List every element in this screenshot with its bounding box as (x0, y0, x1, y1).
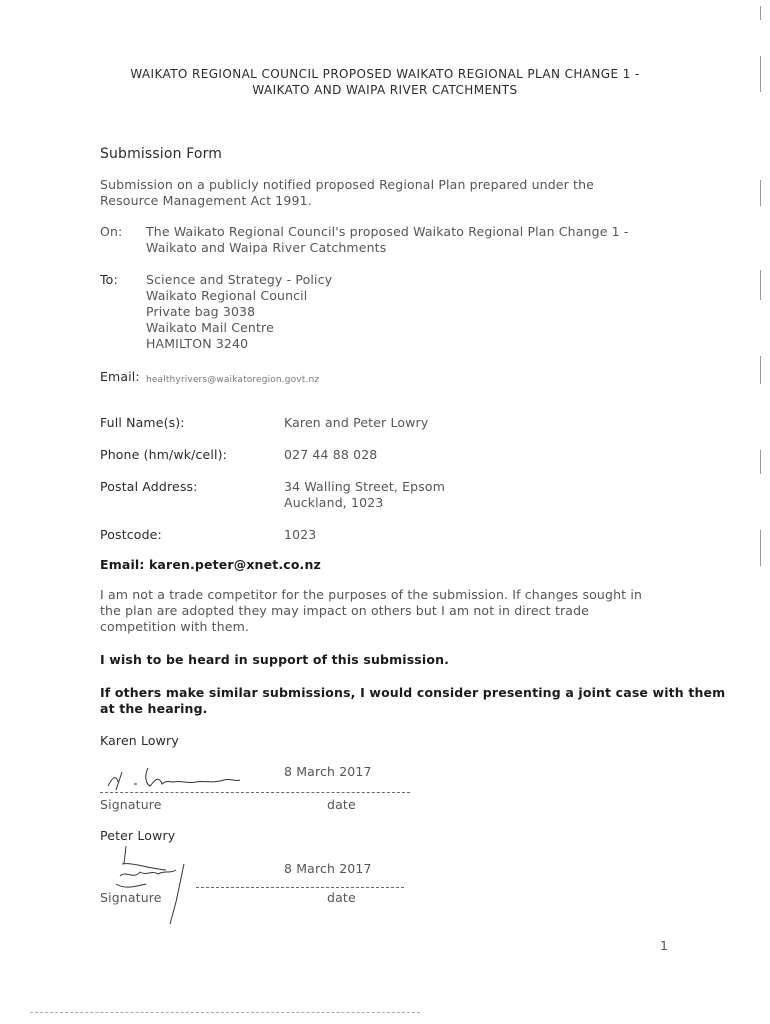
scan-bottom-edge (30, 1012, 420, 1013)
page-number: 1 (660, 938, 669, 953)
joint-case-line-1: If others make similar submissions, I would consider presenting a joint case with them (100, 685, 726, 700)
on-line-1: The Waikato Regional Council's proposed Waikato Regional Plan Change 1 - (146, 224, 629, 239)
to-line-4: Waikato Mail Centre (146, 320, 274, 335)
scan-edge-mark (760, 180, 761, 206)
person-1-date-label: date (327, 797, 356, 812)
person-2-signature-label: Signature (100, 890, 162, 905)
to-label: To: (100, 272, 118, 287)
signature-peter-scribble (106, 840, 216, 930)
trade-statement-line-3: competition with them. (100, 619, 250, 634)
person-2-name: Peter Lowry (100, 828, 176, 843)
phone-value: 027 44 88 028 (284, 447, 378, 462)
submitter-email: Email: karen.peter@xnet.co.nz (100, 557, 321, 572)
joint-case-line-2: at the hearing. (100, 701, 208, 716)
document-title-line-1: WAIKATO REGIONAL COUNCIL PROPOSED WAIKATO REGIONAL PLAN CHANGE 1 - (130, 67, 640, 81)
intro-line-1: Submission on a publicly notified proposed Regional Plan prepared under the (100, 177, 595, 192)
heard-statement: I wish to be heard in support of this submission. (100, 652, 450, 667)
person-2-date-label: date (327, 890, 356, 905)
person-1-date: 8 March 2017 (284, 764, 372, 779)
on-line-2: Waikato and Waipa River Catchments (146, 240, 387, 255)
council-email-label: Email: (100, 369, 140, 384)
person-1-signature-line (100, 792, 410, 793)
to-line-3: Private bag 3038 (146, 304, 256, 319)
scan-edge-mark (760, 270, 761, 300)
scan-edge-mark (760, 56, 761, 92)
intro-line-2: Resource Management Act 1991. (100, 193, 312, 208)
form-heading: Submission Form (100, 146, 223, 162)
on-label: On: (100, 224, 123, 239)
person-2-signature-line (196, 887, 404, 888)
scan-edge-mark (760, 450, 761, 474)
to-line-2: Waikato Regional Council (146, 288, 308, 303)
scan-edge-mark (760, 6, 761, 20)
postal-address-line-2: Auckland, 1023 (284, 495, 384, 510)
document-title-line-2: WAIKATO AND WAIPA RIVER CATCHMENTS (252, 83, 518, 97)
trade-statement-line-1: I am not a trade competitor for the purposes of the submission. If changes sought in (100, 587, 643, 602)
trade-statement-line-2: the plan are adopted they may impact on others but I am not in direct trade (100, 603, 590, 618)
scan-edge-mark (760, 530, 761, 566)
postal-address-line-1: 34 Walling Street, Epsom (284, 479, 446, 494)
person-1-name: Karen Lowry (100, 733, 179, 748)
person-2-date: 8 March 2017 (284, 861, 372, 876)
signature-karen-scribble (100, 760, 250, 796)
council-email-value: healthyrivers@waikatoregion.govt.nz (146, 375, 320, 385)
postal-address-label: Postal Address: (100, 479, 198, 494)
full-name-value: Karen and Peter Lowry (284, 415, 429, 430)
person-1-signature-label: Signature (100, 797, 162, 812)
postcode-value: 1023 (284, 527, 317, 542)
phone-label: Phone (hm/wk/cell): (100, 447, 228, 462)
full-name-label: Full Name(s): (100, 415, 185, 430)
to-line-5: HAMILTON 3240 (146, 336, 249, 351)
postcode-label: Postcode: (100, 527, 162, 542)
scan-edge-mark (760, 356, 761, 384)
to-line-1: Science and Strategy - Policy (146, 272, 333, 287)
